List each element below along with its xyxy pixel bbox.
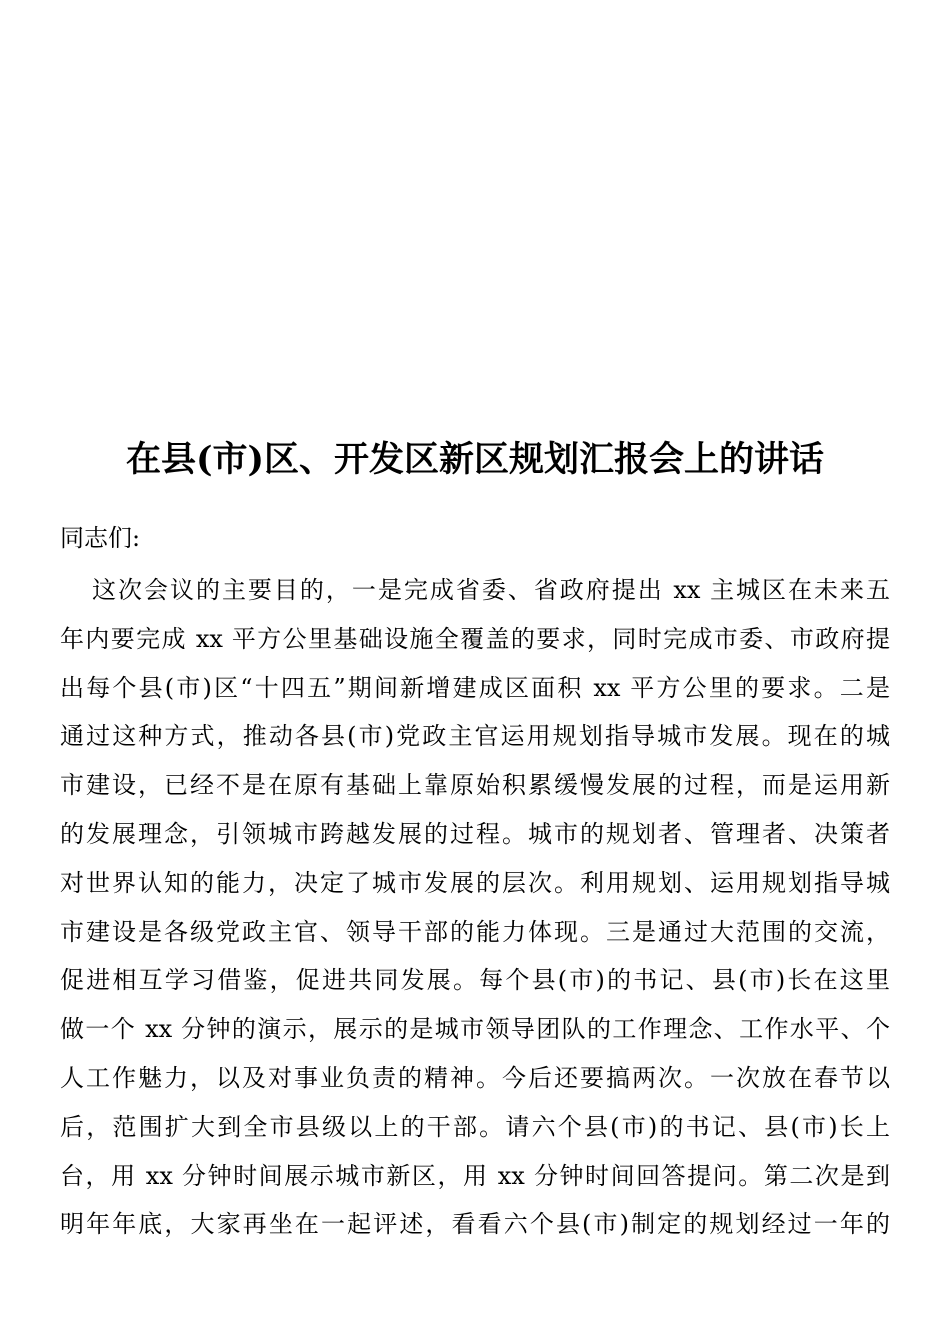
paragraph-line: 年内要完成 xx 平方公里基础设施全覆盖的要求，同时完成市委、市政府提 bbox=[60, 624, 890, 653]
document-title: 在县(市)区、开发区新区规划汇报会上的讲话 bbox=[125, 439, 825, 480]
paragraph-line: 促进相互学习借鉴，促进共同发展。每个县(市)的书记、县(市)长在这里 bbox=[60, 966, 890, 995]
paragraph-line: 做一个 xx 分钟的演示，展示的是城市领导团队的工作理念、工作水平、个 bbox=[60, 1015, 890, 1044]
body-text bbox=[60, 566, 890, 1249]
paragraph-line: 市建设，已经不是在原有基础上靠原始积累缓慢发展的过程，而是运用新 bbox=[60, 771, 890, 800]
paragraph-line: 明年年底，大家再坐在一起评述，看看六个县(市)制定的规划经过一年的 bbox=[60, 1210, 890, 1239]
paragraph-line: 通过这种方式，推动各县(市)党政主官运用规划指导城市发展。现在的城 bbox=[60, 722, 890, 751]
paragraph-line: 出每个县(市)区“十四五”期间新增建成区面积 xx 平方公里的要求。二是 bbox=[60, 673, 890, 702]
paragraph-line: 的发展理念，引领城市跨越发展的过程。城市的规划者、管理者、决策者 bbox=[60, 819, 890, 848]
salutation: 同志们: bbox=[60, 524, 141, 552]
paragraph-line: 这次会议的主要目的，一是完成省委、省政府提出 xx 主城区在未来五 bbox=[92, 576, 890, 604]
paragraph-line: 台，用 xx 分钟时间展示城市新区，用 xx 分钟时间回答提问。第二次是到 bbox=[60, 1161, 890, 1190]
paragraph-line: 人工作魅力，以及对事业负责的精神。今后还要搞两次。一次放在春节以 bbox=[60, 1063, 890, 1092]
paragraph-line: 后，范围扩大到全市县级以上的干部。请六个县(市)的书记、县(市)长上 bbox=[60, 1112, 890, 1141]
paragraph-line: 对世界认知的能力，决定了城市发展的层次。利用规划、运用规划指导城 bbox=[60, 868, 890, 897]
paragraph-line: 市建设是各级党政主官、领导干部的能力体现。三是通过大范围的交流， bbox=[60, 917, 890, 946]
